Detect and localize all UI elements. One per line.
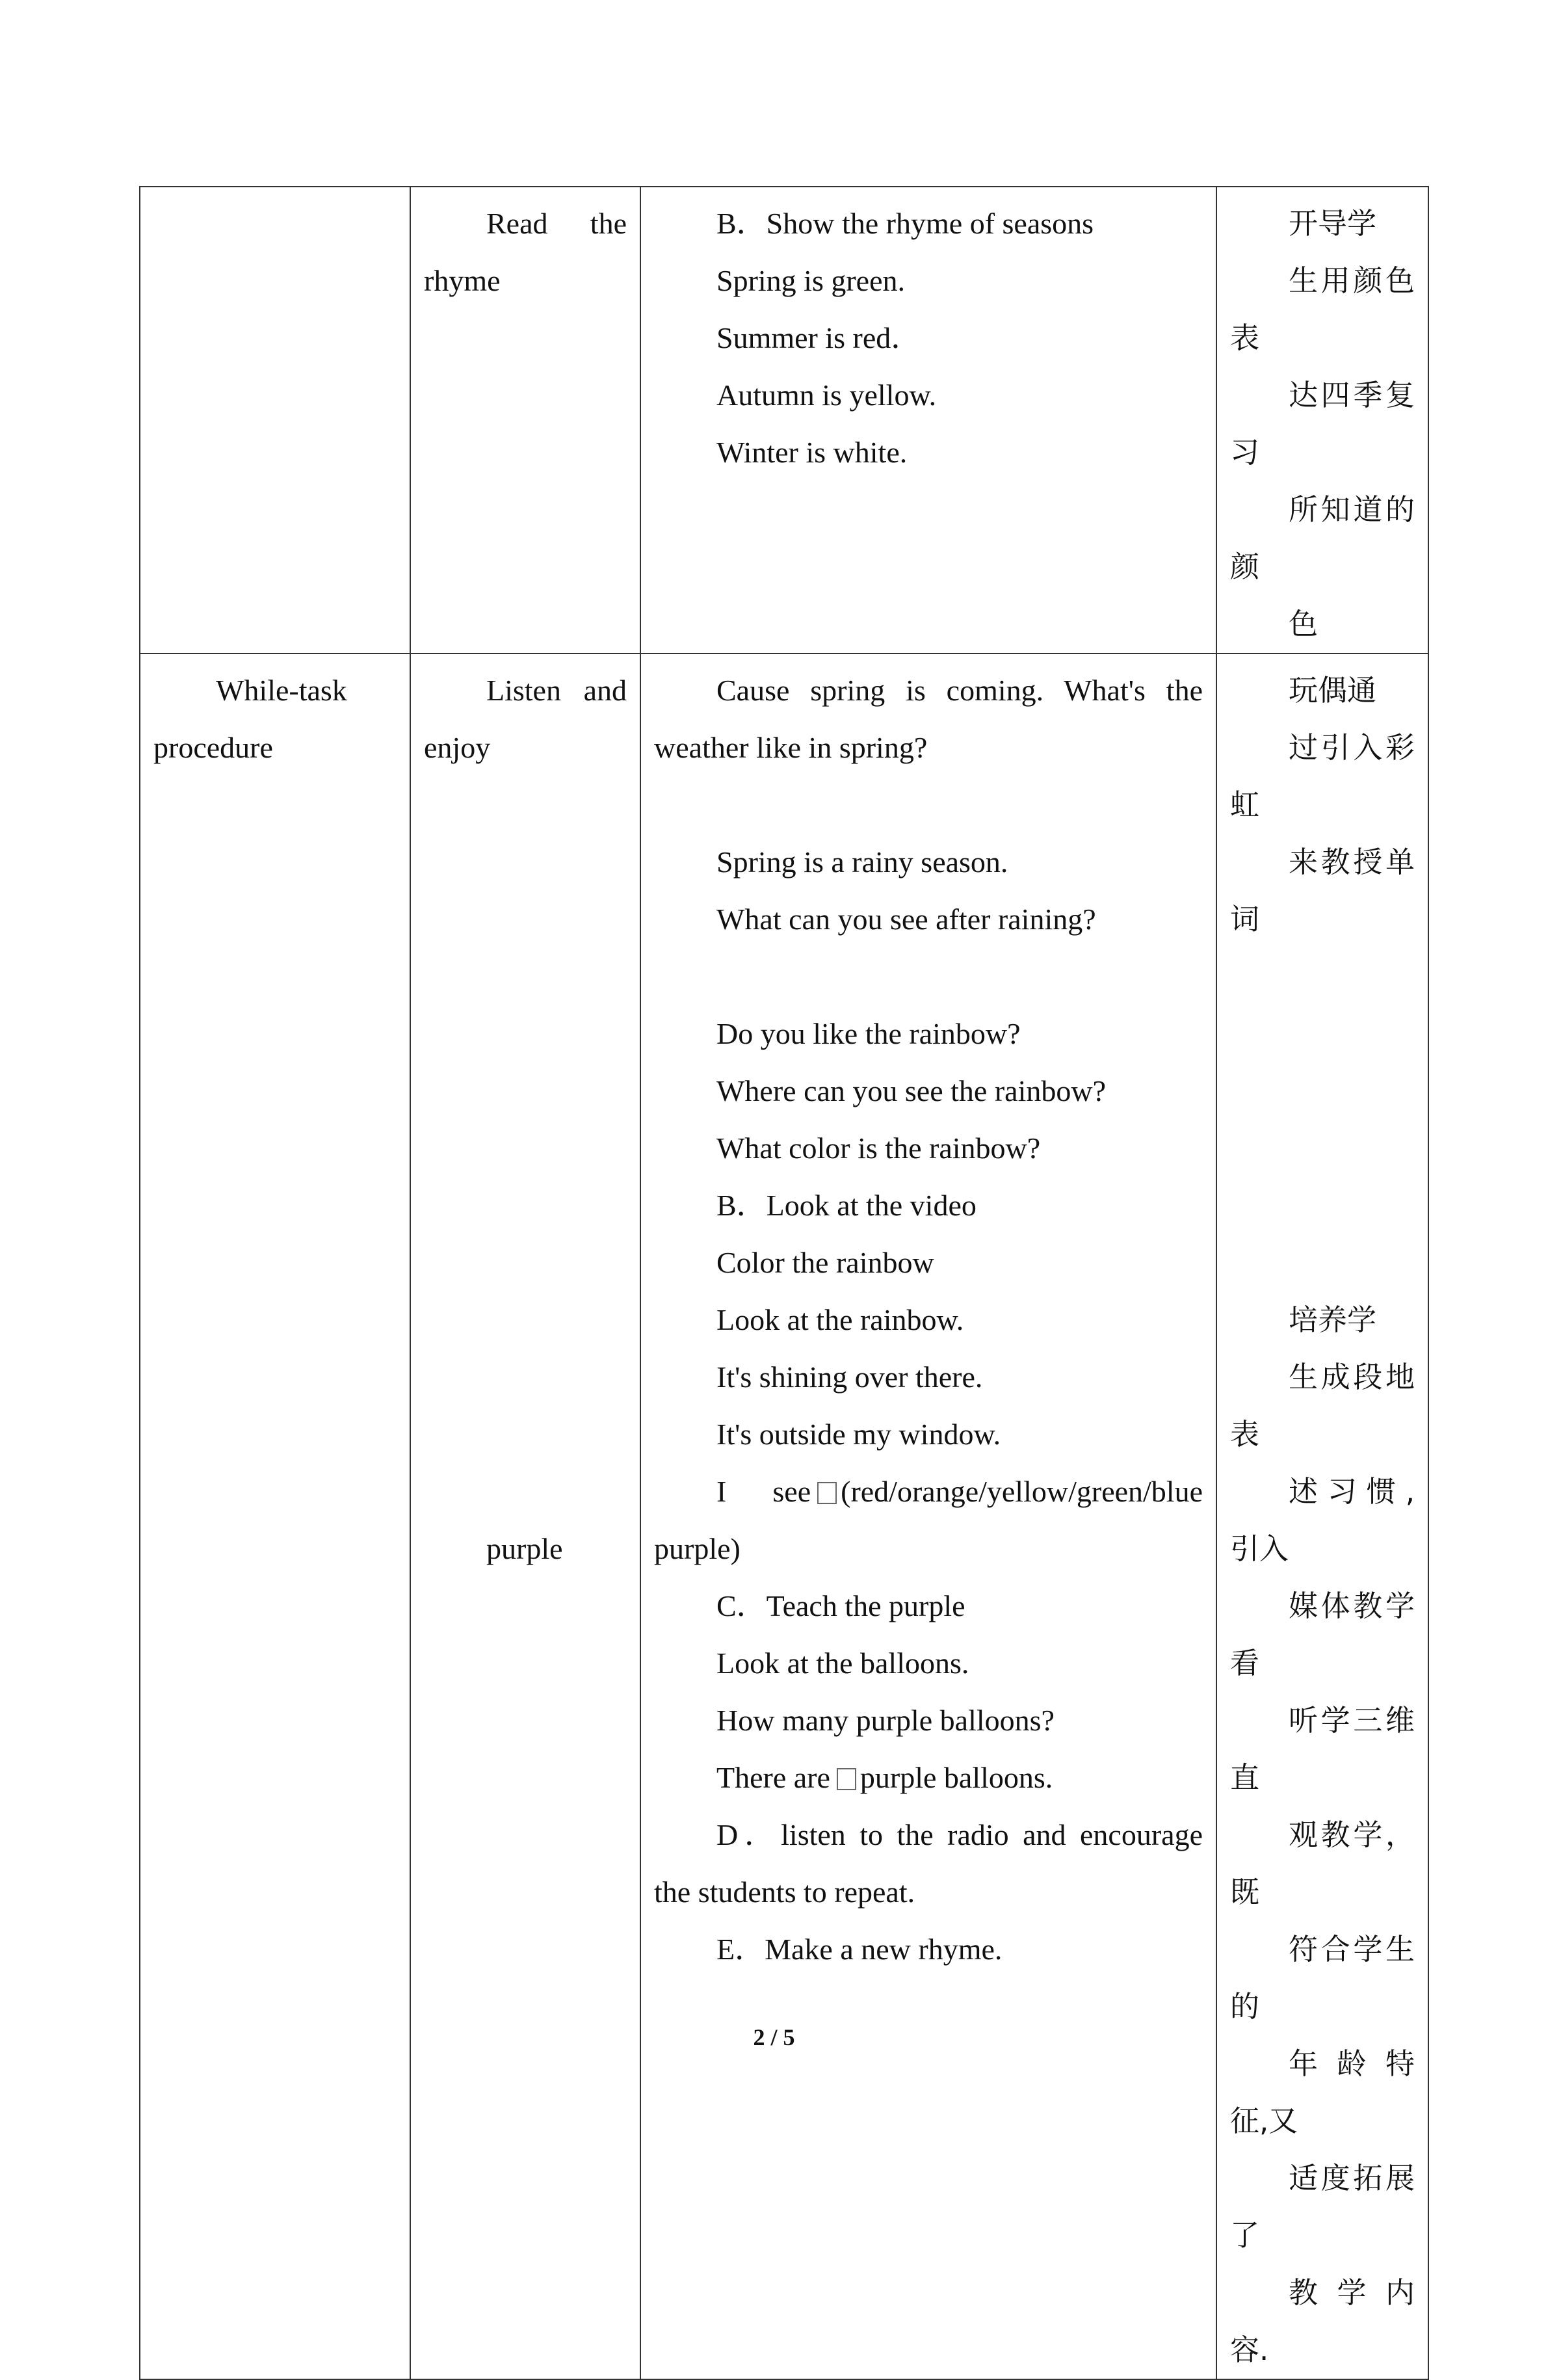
purpose-cell xyxy=(1216,187,1428,654)
purpose-text: 观教学，既 xyxy=(1230,1818,1415,1909)
content-line: Spring is a rainy season. xyxy=(716,845,1008,879)
purpose-cell xyxy=(1216,654,1428,2379)
purpose-text: 教学内容. xyxy=(1230,2275,1415,2367)
activity-text: enjoy xyxy=(424,731,491,764)
content-line: Cause spring is coming. What's the xyxy=(716,674,1203,707)
purpose-text: 符合学生的 xyxy=(1230,1932,1415,2024)
blank-box-icon xyxy=(817,1482,837,1504)
stage-text: procedure xyxy=(153,731,273,764)
content-line: Look at the balloons. xyxy=(716,1646,969,1680)
content-line: E．Make a new rhyme. xyxy=(716,1933,1003,1966)
content-line: How many purple balloons? xyxy=(716,1704,1055,1737)
content-line: What can you see after raining? xyxy=(716,903,1096,936)
blank-box-icon xyxy=(837,1768,856,1790)
content-line: C．Teach the purple xyxy=(716,1589,965,1622)
content-text: There are xyxy=(716,1761,830,1794)
activity-text: Read the xyxy=(486,207,627,240)
purpose-text: 开导学 xyxy=(1289,206,1377,241)
content-line: B．Show the rhyme of seasons xyxy=(716,207,1094,240)
activity-cell xyxy=(410,187,640,654)
content-line: It's shining over there. xyxy=(716,1360,983,1394)
content-line: What color is the rainbow? xyxy=(716,1131,1041,1165)
content-cell xyxy=(640,187,1216,654)
content-line xyxy=(654,1463,1203,1520)
purpose-text: 生成段地表 xyxy=(1230,1360,1415,1451)
activity-text: rhyme xyxy=(424,264,501,297)
content-line xyxy=(654,1749,1203,1806)
content-line: B．Look at the video xyxy=(716,1189,977,1222)
purpose-text: 听学三维直 xyxy=(1230,1703,1415,1795)
content-line: It's outside my window. xyxy=(716,1418,1001,1451)
content-text: purple balloons. xyxy=(859,1761,1053,1794)
stage-text: While-task xyxy=(216,674,347,707)
content-line: Do you like the rainbow? xyxy=(716,1017,1021,1050)
table-row xyxy=(140,187,1428,654)
page-number: 2 / 5 xyxy=(753,2024,795,2050)
stage-cell xyxy=(140,187,410,654)
activity-text: Listen and xyxy=(486,674,627,707)
purpose-text: 生用颜色表 xyxy=(1230,263,1415,355)
content-line: purple) xyxy=(654,1532,741,1565)
purpose-text: 适度拓展了 xyxy=(1230,2161,1415,2253)
purpose-text: 达四季复习 xyxy=(1230,378,1415,469)
content-cell xyxy=(640,654,1216,2379)
stage-cell xyxy=(140,654,410,2379)
activity-text: purple xyxy=(486,1532,563,1565)
purpose-text: 来教授单词 xyxy=(1230,845,1415,936)
content-line: weather like in spring? xyxy=(654,731,928,764)
content-line: Where can you see the rainbow? xyxy=(716,1074,1106,1107)
content-line: Autumn is yellow. xyxy=(716,378,937,412)
content-line: Spring is green. xyxy=(716,264,906,297)
content-line: Winter is white. xyxy=(716,436,908,469)
purpose-text: 过引入彩虹 xyxy=(1230,730,1415,822)
content-text: (red/orange/yellow/green/blue xyxy=(841,1475,1203,1508)
purpose-text: 媒体教学看 xyxy=(1230,1589,1415,1680)
purpose-text: 述习惯,引入 xyxy=(1230,1474,1415,1566)
purpose-text: 色 xyxy=(1289,607,1318,641)
content-line: the students to repeat. xyxy=(654,1875,915,1909)
purpose-text: 所知道的颜 xyxy=(1230,492,1415,584)
table-row xyxy=(140,654,1428,2379)
purpose-text: 培养学 xyxy=(1289,1302,1377,1337)
activity-cell xyxy=(410,654,640,2379)
content-line: Color the rainbow xyxy=(716,1246,934,1279)
purpose-text: 玩偶通 xyxy=(1289,673,1377,707)
content-line: Look at the rainbow. xyxy=(716,1303,964,1336)
purpose-text: 年龄特征,又 xyxy=(1230,2046,1415,2138)
content-line: D．listen to the radio and encourage xyxy=(716,1818,1203,1851)
content-text: I see xyxy=(716,1475,811,1508)
content-line: Summer is red． xyxy=(716,321,921,354)
